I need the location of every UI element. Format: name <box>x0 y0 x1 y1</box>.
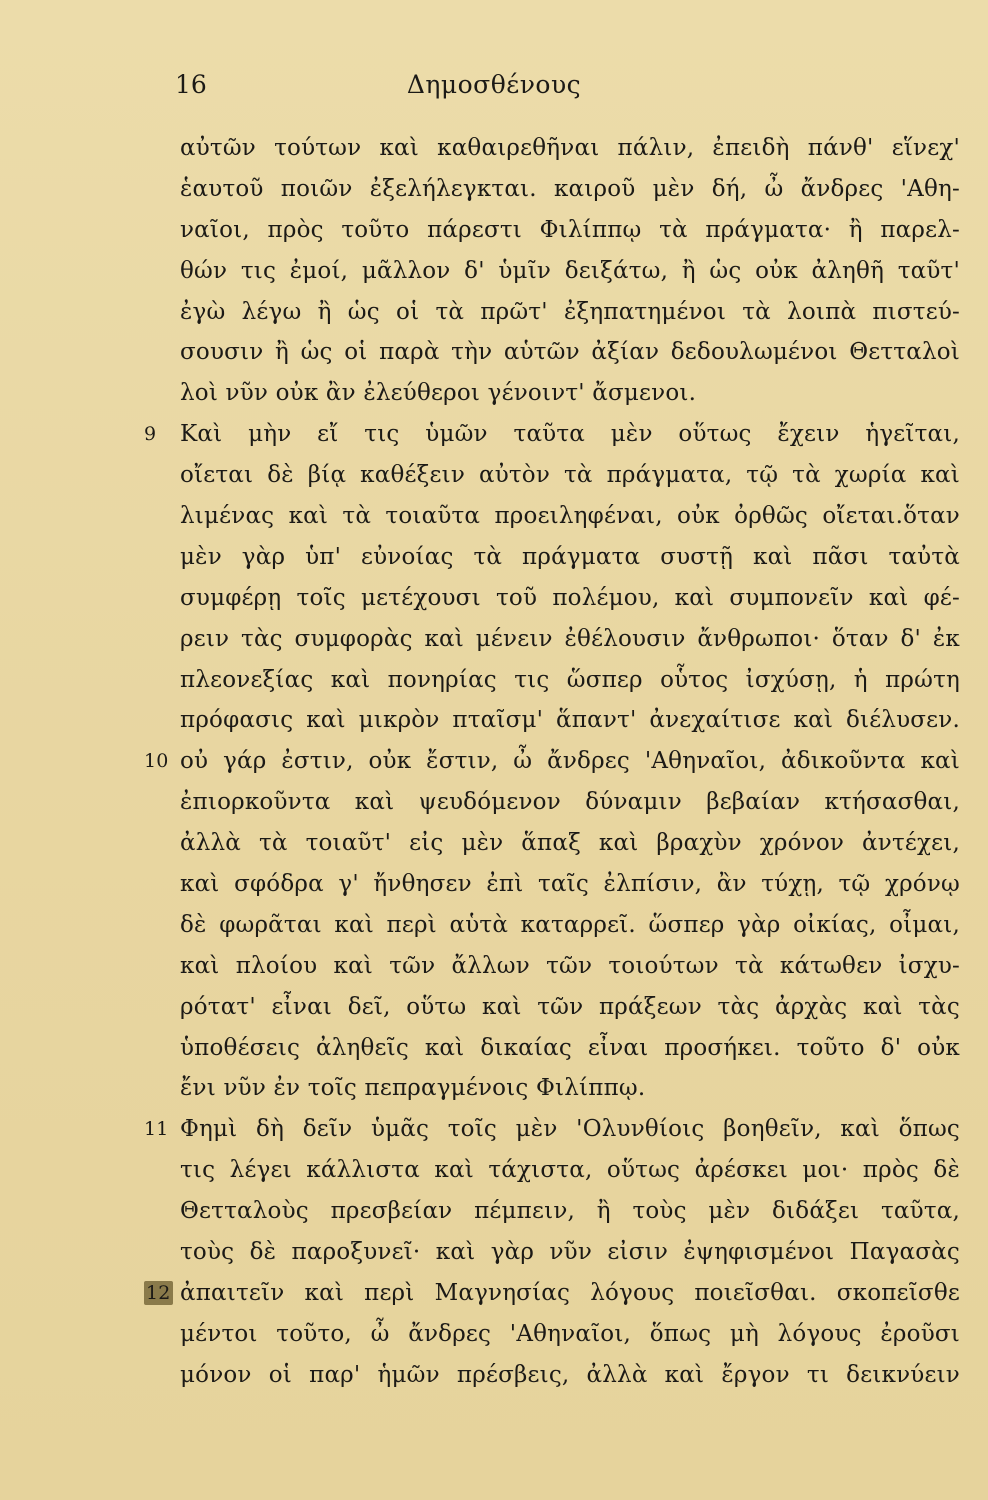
text-line: Θετταλοὺς πρεσβείαν πέμπειν, ἢ τοὺς μὲν διδάξει ταῦτα, <box>180 1198 960 1225</box>
text-line: πρόφασις καὶ μικρὸν πταῖσμ' ἅπαντ' ἀνεχαίτισε καὶ διέλυσεν. <box>180 707 960 734</box>
page-number: 16 <box>175 70 207 99</box>
body-text <box>144 128 960 1396</box>
page-header <box>0 70 988 106</box>
text-line: μὲν γὰρ ὑπ' εὐνοίας τὰ πράγματα συστῇ καὶ πᾶσι ταὐτὰ <box>180 543 960 570</box>
section-number-12-label: 12 <box>146 1281 171 1304</box>
text-line: ναῖοι, πρὸς τοῦτο πάρεστι Φιλίππῳ τὰ πράγματα· ἢ παρελ- <box>180 216 960 243</box>
text-line: καὶ πλοίου καὶ τῶν ἄλλων τῶν τοιούτων τὰ κάτωθεν ἰσχυ- <box>180 952 960 979</box>
text-line: θών τις ἐμοί, μᾶλλον δ' ὑμῖν δειξάτω, ἢ ὡς οὐκ ἀληθῆ ταῦτ' <box>180 257 960 284</box>
text-line: ἑαυτοῦ ποιῶν ἐξελήλεγκται. καιροῦ μὲν δή, ὦ ἄνδρες 'Αθη- <box>180 175 960 202</box>
text-line: αὐτῶν τούτων καὶ καθαιρεθῆναι πάλιν, ἐπειδὴ πάνθ' εἵνεχ' <box>180 135 960 161</box>
text-line: ἀλλὰ τὰ τοιαῦτ' εἰς μὲν ἅπαξ καὶ βραχὺν χρόνον ἀντέχει, <box>180 830 960 857</box>
text-line: πλεονεξίας καὶ πονηρίας τις ὥσπερ οὗτος ἰσχύσῃ, ἡ πρώτη <box>180 666 960 693</box>
section-number-9: 9 <box>144 423 157 446</box>
text-line: ὑποθέσεις ἀληθεῖς καὶ δικαίας εἶναι προσήκει. τοῦτο δ' οὐκ <box>180 1034 960 1061</box>
text-line-content: ἀπαιτεῖν καὶ περὶ Μαγνησίας λόγους ποιεῖσθαι. σκοπεῖσθε <box>180 1279 960 1306</box>
text-line: καὶ σφόδρα γ' ἤνθησεν ἐπὶ ταῖς ἐλπίσιν, ἂν τύχῃ, τῷ χρόνῳ <box>180 871 960 898</box>
text-line: ἐπιορκοῦντα καὶ ψευδόμενον δύναμιν βεβαίαν κτήσασθαι, <box>180 789 960 816</box>
text-line: μόνον οἱ παρ' ἡμῶν πρέσβεις, ἀλλὰ καὶ ἔργον τι δεικνύειν <box>180 1361 960 1388</box>
text-line: ρειν τὰς συμφορὰς καὶ μένειν ἐθέλουσιν ἄνθρωποι· ὅταν δ' ἐκ <box>180 625 960 652</box>
text-line <box>144 414 960 455</box>
text-line: οἴεται δὲ βίᾳ καθέξειν αὐτὸν τὰ πράγματα, τῷ τὰ χωρία καὶ <box>180 462 960 489</box>
text-line-content: Καὶ μὴν εἴ τις ὑμῶν ταῦτα μὲν οὕτως ἔχειν ἡγεῖται, <box>180 421 960 448</box>
text-line: λιμένας καὶ τὰ τοιαῦτα προειληφέναι, οὐκ ὀρθῶς οἴεται.ὅταν <box>180 503 960 530</box>
text-line: μέντοι τοῦτο, ὦ ἄνδρες 'Αθηναῖοι, ὅπως μὴ λόγους ἐροῦσι <box>180 1320 960 1347</box>
text-line <box>146 1273 960 1314</box>
text-line: τις λέγει κάλλιστα καὶ τάχιστα, οὕτως ἀρέσκει μοι· πρὸς δὲ <box>180 1157 960 1184</box>
text-line: συμφέρῃ τοῖς μετέχουσι τοῦ πολέμου, καὶ συμπονεῖν καὶ φέ- <box>180 584 960 611</box>
running-title: Δημοσθένους <box>406 70 582 99</box>
text-line-content: λοὶ νῦν οὐκ ἂν ἐλεύθεροι γένοιντ' ἄσμενοι. <box>180 380 697 407</box>
text-line: σουσιν ἢ ὡς οἱ παρὰ τὴν αὑτῶν ἀξίαν δεδουλωμένοι Θετταλοὶ <box>180 339 960 366</box>
section-number-12 <box>144 1273 174 1314</box>
text-line: τοὺς δὲ παροξυνεῖ· καὶ γὰρ νῦν εἰσιν ἐψηφισμένοι Παγασὰς <box>180 1239 960 1266</box>
text-line <box>144 1109 960 1150</box>
section-number-11: 11 <box>144 1118 169 1141</box>
text-line-content: Φημὶ δὴ δεῖν ὑμᾶς τοῖς μὲν 'Ολυνθίοις βοηθεῖν, καὶ ὅπως <box>180 1116 960 1143</box>
text-line <box>144 741 960 782</box>
text-line-content: ἔνι νῦν ἐν τοῖς πεπραγμένοις Φιλίππῳ. <box>180 1075 646 1102</box>
text-line: δὲ φωρᾶται καὶ περὶ αὑτὰ καταρρεῖ. ὥσπερ γὰρ οἰκίας, οἶμαι, <box>180 911 960 938</box>
section-number-10: 10 <box>144 750 169 773</box>
text-line <box>180 373 960 414</box>
text-line: ἐγὼ λέγω ἢ ὡς οἱ τὰ πρῶτ' ἐξηπατημένοι τὰ λοιπὰ πιστεύ- <box>180 298 960 325</box>
text-line-content: οὐ γάρ ἐστιν, οὐκ ἔστιν, ὦ ἄνδρες 'Αθηναῖοι, ἀδικοῦντα καὶ <box>180 748 960 775</box>
text-line: ρότατ' εἶναι δεῖ, οὕτω καὶ τῶν πράξεων τὰς ἀρχὰς καὶ τὰς <box>180 993 960 1020</box>
text-line <box>180 1068 960 1109</box>
